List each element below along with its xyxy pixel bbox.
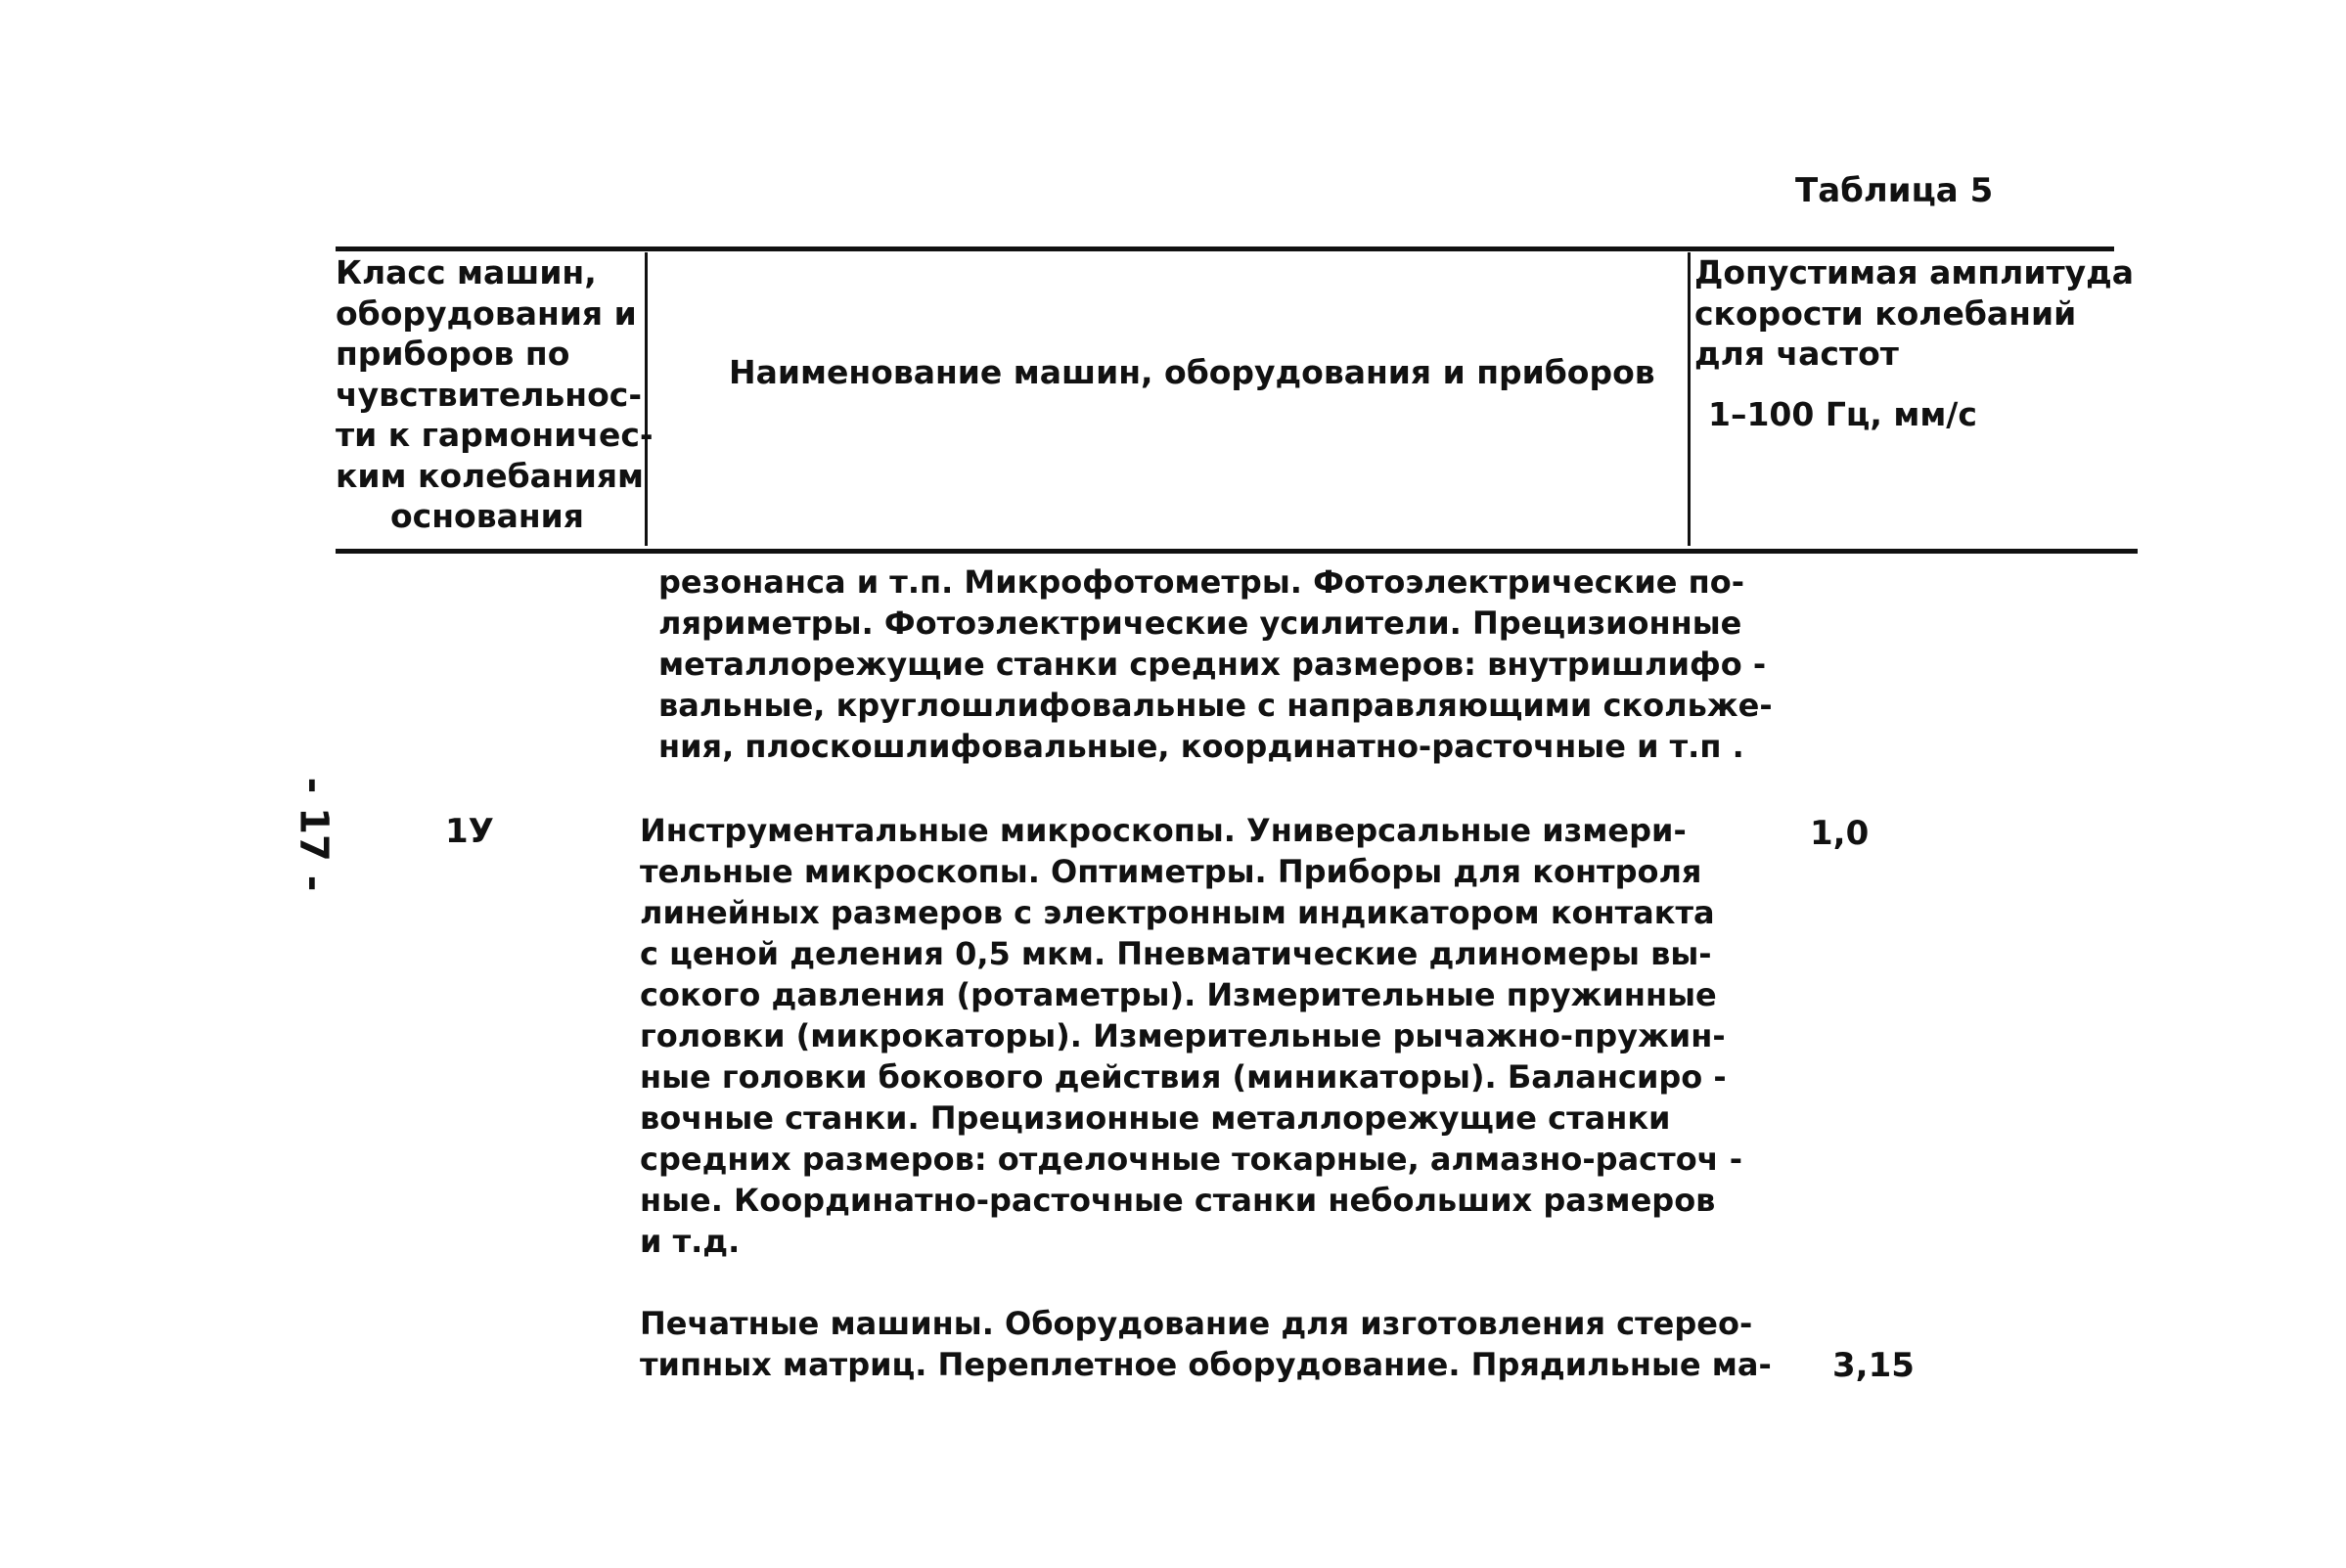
description-line: ляриметры. Фотоэлектрические усилители. Прецизионные xyxy=(658,605,1742,642)
description-line: вочные станки. Прецизионные металлорежущие станки xyxy=(640,1099,1671,1137)
header-class-line: ким колебаниям xyxy=(336,456,644,495)
header-bottom-rule xyxy=(336,549,2138,554)
row-description xyxy=(640,810,1742,1262)
description-line: линейных размеров с электронным индикатором контакта xyxy=(640,894,1715,931)
description-line: ные. Координатно-расточные станки небольших размеров xyxy=(640,1182,1716,1219)
description-line: средних размеров: отделочные токарные, алмазно-расточ - xyxy=(640,1141,1743,1178)
header-class-column xyxy=(336,252,654,537)
description-line: металлорежущие станки средних размеров: внутришлифо - xyxy=(658,646,1767,683)
description-line: Инструментальные микроскопы. Универсальные измери- xyxy=(640,812,1687,849)
header-frequency: 1–100 Гц, мм/с xyxy=(1708,394,1977,433)
table-top-rule xyxy=(336,246,2114,251)
header-class-line: ти к гармоничес- xyxy=(336,416,654,454)
description-line: и т.д. xyxy=(640,1223,741,1260)
description-line: ные головки бокового действия (миникаторы). Балансиро - xyxy=(640,1058,1727,1096)
header-amplitude-column xyxy=(1694,252,2134,434)
description-line: резонанса и т.п. Микрофотометры. Фотоэлектрические по- xyxy=(658,563,1745,601)
header-class-line: Класс машин, xyxy=(336,253,597,291)
description-line: сокого давления (ротаметры). Измерительные пружинные xyxy=(640,976,1717,1013)
description-line: с ценой деления 0,5 мкм. Пневматические длиномеры вы- xyxy=(640,935,1712,972)
row-class: 1У xyxy=(445,812,494,851)
description-line: головки (микрокаторы). Измерительные рычажно-пружин- xyxy=(640,1017,1726,1054)
header-class-line: приборов по xyxy=(336,335,570,373)
column-divider-1 xyxy=(645,252,648,546)
description-line: тельные микроскопы. Оптиметры. Приборы для контроля xyxy=(640,853,1702,890)
description-line: вальные, круглошлифовальные с направляющими скольже- xyxy=(658,687,1773,724)
header-name-column: Наименование машин, оборудования и приборов xyxy=(729,353,1655,391)
header-class-line: основания xyxy=(390,497,584,535)
header-class-line: чувствительнос- xyxy=(336,375,643,414)
column-divider-2 xyxy=(1688,252,1691,546)
description-line: Печатные машины. Оборудование для изготовления стерео- xyxy=(640,1305,1753,1342)
row-amplitude-value: 1,0 xyxy=(1810,814,1870,853)
header-amplitude-line: скорости колебаний xyxy=(1694,293,2077,333)
header-amplitude-line: для частот xyxy=(1694,335,1899,373)
page-number: - 17 - xyxy=(291,777,337,892)
row-amplitude-value: 3,15 xyxy=(1832,1346,1915,1385)
description-line: ния, плоскошлифовальные, координатно-расточные и т.п . xyxy=(658,728,1744,765)
row-continued-description xyxy=(658,561,1773,767)
row-description xyxy=(640,1303,1772,1385)
header-class-line: оборудования и xyxy=(336,293,637,333)
description-line: типных матриц. Переплетное оборудование. Прядильные ма- xyxy=(640,1346,1772,1383)
table-caption: Таблица 5 xyxy=(1795,171,1994,210)
header-amplitude-line: Допустимая амплитуда xyxy=(1694,253,2134,291)
